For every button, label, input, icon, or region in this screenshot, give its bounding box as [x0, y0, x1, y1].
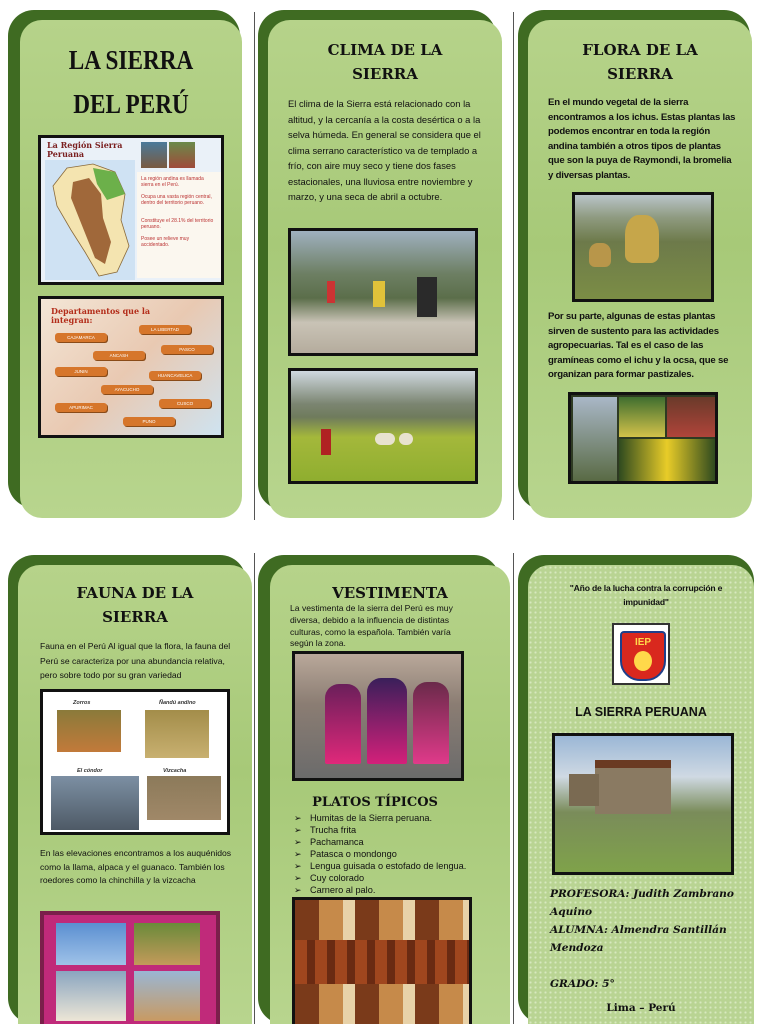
department-pill: AYACUCHO: [101, 385, 153, 394]
animal-label: Zorros: [73, 700, 91, 706]
guinea-pig-image: [134, 923, 200, 965]
map-note: La región andina es llamada sierra en el Perú.: [141, 176, 204, 188]
department-pill: PUNO: [123, 417, 175, 426]
column-divider: [513, 12, 514, 520]
vestimenta-text: La vestimenta de la sierra del Perú es muy diversa, debido a la influencia de distintas culturas, como la española. También varía según la zona.: [290, 603, 453, 649]
map-title: La Región Sierra Peruana: [47, 140, 123, 159]
cover-title: LA SIERRA PERUANA: [575, 705, 707, 719]
fauna-collage-photo: [40, 689, 230, 835]
fox-image: [57, 710, 121, 752]
llama-image: [134, 971, 200, 1021]
dish-name: Carnero al palo.: [310, 885, 376, 895]
column-divider: [254, 12, 255, 520]
flower-image: [619, 397, 665, 437]
dish-name: Cuy colorado: [310, 873, 365, 883]
ichu-tuft: [589, 243, 611, 267]
list-item: [290, 848, 490, 860]
page-title: LA SIERRA DEL PERÚ: [68, 45, 194, 119]
person-figure: [321, 429, 331, 455]
department-pill: LA LIBERTAD: [139, 325, 191, 334]
arrow-bullet-icon: ➢: [294, 837, 302, 847]
animal-label: El cóndor: [77, 768, 103, 774]
list-item: [290, 860, 490, 872]
traditional-dress-photo: [292, 651, 464, 781]
section-title: FAUNA DE LA SIERRA: [76, 584, 194, 626]
map-note: Ocupa una vasta región central, dentro del territorio peruano.: [141, 194, 212, 206]
list-item: [290, 824, 490, 836]
fauna-text: En las elevaciones encontramos a los auquénidos como la llama, alpaca y el guanaco. También los roedores como la chinchilla y la vizcacha: [40, 848, 232, 886]
portrait-image: [169, 142, 195, 168]
person-figure: [417, 277, 437, 317]
stone-house-photo: [552, 733, 734, 875]
person-figure: [373, 281, 385, 307]
peru-map-icon: [45, 160, 135, 280]
department-pill: APURIMAC: [55, 403, 107, 412]
rhea-image: [145, 710, 209, 758]
fauna-text: Fauna en el Perú Al igual que la flora, la fauna del Perú se caracteriza por una abundancia relativa, pero sobre todo por su gran variedad: [40, 641, 231, 680]
column-divider: [254, 553, 255, 1024]
animal-label: Ñandú andino: [159, 700, 196, 706]
plants-collage-photo: [568, 392, 718, 484]
woman-figure: [325, 684, 361, 764]
ichu-grass-photo: [572, 192, 714, 302]
animal-label: Vizcacha: [163, 768, 187, 774]
bromelia-image: [667, 397, 715, 437]
animals-collage-photo: [40, 911, 220, 1024]
condor-image: [51, 776, 139, 830]
clima-text: El clima de la Sierra está relacionado con la altitud, y la cercanía a la costa desértica o a la selva húmeda. En general se considera que el clima serrano característico va de templado a frío, con aire muy seco y tiene dos fases estacionales, una lluviosa entre noviembre y marzo, y una seca de abril a octubre.: [288, 98, 481, 202]
map-note: Constituye el 28.1% del territorio peruano.: [141, 218, 214, 230]
logo-text: IEP: [634, 637, 652, 648]
house-image: [569, 774, 599, 806]
cover-panel: [528, 565, 754, 1024]
departments-image: [38, 296, 224, 438]
dish-name: Humitas de la Sierra peruana.: [310, 813, 433, 823]
list-item: [290, 884, 490, 896]
department-pill: ANCASH: [93, 351, 145, 360]
department-pill: CAJAMARCA: [55, 333, 107, 342]
map-note: Posee un relieve muy accidentado.: [141, 236, 190, 248]
dishes-title: PLATOS TÍPICOS: [312, 795, 438, 810]
arrow-bullet-icon: ➢: [294, 813, 302, 823]
student-credit: ALUMNA: Almendra Santillán Mendoza: [550, 924, 727, 954]
arrow-bullet-icon: ➢: [294, 849, 302, 859]
school-logo: [612, 623, 670, 685]
food-image: [295, 940, 469, 984]
column-divider: [513, 553, 514, 1024]
peru-sierra-map-image: [38, 135, 224, 285]
dish-name: Trucha frita: [310, 825, 357, 835]
logo-emblem: [634, 651, 652, 671]
sheep-meadow-photo: [288, 368, 478, 484]
eagle-image: [56, 923, 126, 965]
title-panel: [20, 20, 242, 518]
dish-name: Pachamanca: [310, 837, 364, 847]
list-item: [290, 872, 490, 884]
department-pill: CUSCO: [159, 399, 211, 408]
flora-text: En el mundo vegetal de la sierra encontramos a los ichus. Estas plantas las podemos encontrar en toda la región andina también a otros tipos de plantas que son la puya de Raymondi, la bromelia y diversas plantas.: [548, 97, 736, 181]
section-title: CLIMA DE LA SIERRA: [327, 41, 443, 83]
list-item: [290, 836, 490, 848]
clima-panel: [268, 20, 502, 518]
arrow-bullet-icon: ➢: [294, 825, 302, 835]
woman-figure: [413, 682, 449, 764]
ichu-tuft: [625, 215, 659, 263]
fauna-panel: [18, 565, 252, 1024]
motto: "Año de la lucha contra la corrupción e impunidad": [569, 583, 723, 607]
school-logo-icon: [620, 631, 666, 681]
woman-figure: [367, 678, 407, 764]
puya-image: [573, 397, 617, 481]
portrait-image: [141, 142, 167, 168]
sheep-figure: [375, 433, 395, 445]
village-photo: [288, 228, 478, 356]
arrow-bullet-icon: ➢: [294, 873, 302, 883]
flora-panel: [528, 20, 752, 518]
departments-title: Departamentos que la integran:: [51, 306, 151, 325]
list-item: [290, 812, 490, 824]
person-figure: [327, 281, 335, 303]
dish-name: Patasca o mondongo: [310, 849, 397, 859]
department-pill: PASCO: [161, 345, 213, 354]
alpaca-image: [56, 971, 126, 1021]
place: Lima – Perú: [606, 1002, 676, 1014]
department-pill: HUANCAVELICA: [149, 371, 201, 380]
dishes-list: [290, 812, 490, 896]
house-image: [595, 760, 671, 814]
section-title: VESTIMENTA: [332, 584, 448, 602]
flora-text: Por su parte, algunas de estas plantas sirven de sustento para las actividades agropecuarias. Tal es el caso de las gramíneas como el ichu y la ocsa, que se organizan para formar pastizales.: [548, 311, 729, 381]
arrow-bullet-icon: ➢: [294, 885, 302, 895]
map-notes-box: [137, 172, 221, 278]
vizcacha-image: [147, 776, 221, 820]
dish-name: Lengua guisada o estofado de lengua.: [310, 861, 467, 871]
teacher-credit: PROFESORA: Judith Zambrano Aquino: [550, 888, 734, 918]
yellow-flowers-image: [619, 439, 715, 481]
dishes-collage-photo: [292, 897, 472, 1024]
vestimenta-panel: [270, 565, 510, 1024]
department-pill: JUNIN: [55, 367, 107, 376]
grade-credit: GRADO: 5°: [550, 978, 615, 990]
section-title: FLORA DE LA SIERRA: [582, 41, 698, 83]
sheep-figure: [399, 433, 413, 445]
arrow-bullet-icon: ➢: [294, 861, 302, 871]
